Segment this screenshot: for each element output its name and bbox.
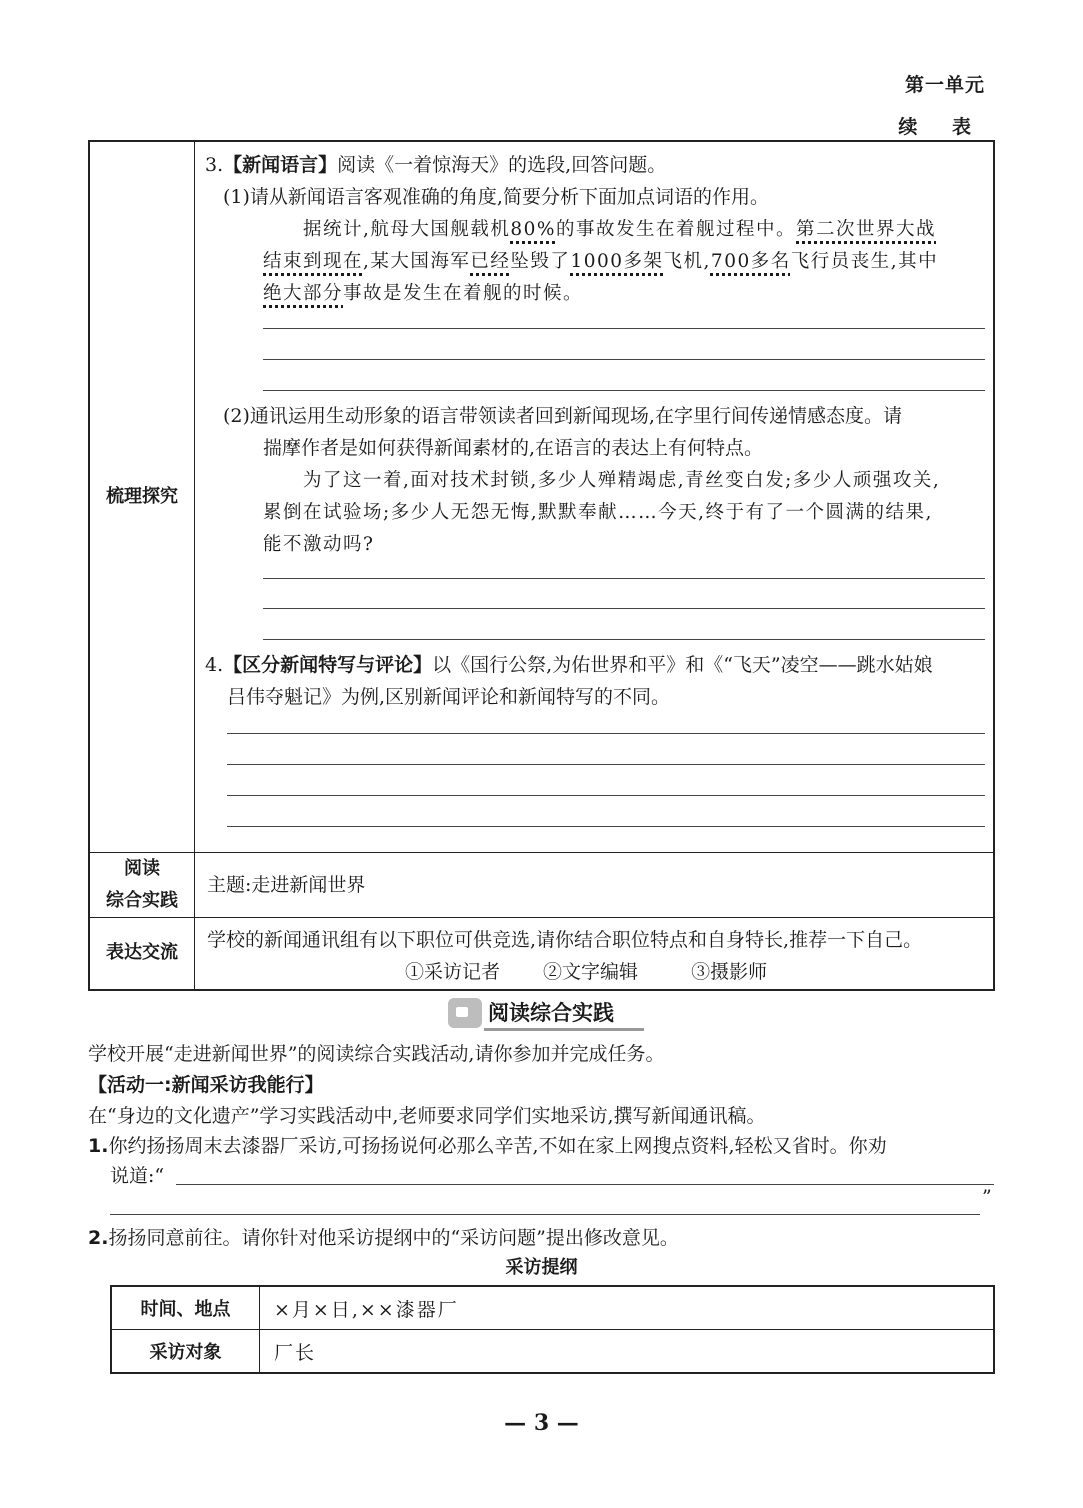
answer-line[interactable] <box>227 826 985 827</box>
answer-line[interactable] <box>227 795 985 796</box>
outline-label: 采访对象 <box>111 1330 260 1374</box>
answer-line[interactable] <box>263 359 985 360</box>
answer-line[interactable] <box>263 328 985 329</box>
answer-line[interactable] <box>263 390 985 391</box>
continued-label: 续 表 <box>898 116 985 138</box>
study-table <box>88 140 995 991</box>
position-photographer[interactable]: ③摄影师 <box>691 961 768 983</box>
position-reporter[interactable]: ①采访记者 <box>405 961 501 983</box>
q2-line: 2.扬扬同意前往。请你针对他采访提纲中的“采访问题”提出修改意见。 <box>88 1227 679 1249</box>
q3-passage1-line1: 据统计,航母大国舰载机80%的事故发生在着舰过程中。第二次世界大战 <box>303 219 937 240</box>
q1-line2: 说道:“ <box>110 1165 165 1187</box>
answer-line[interactable] <box>263 578 985 579</box>
expression-text: 学校的新闻通讯组有以下职位可供竞选,请你结合职位特点和自身特长,推荐一下自己。 <box>207 929 923 951</box>
expression-cell <box>195 918 995 990</box>
activity1-title: 【活动一:新闻采访我能行】 <box>88 1074 324 1096</box>
answer-line[interactable] <box>263 639 985 640</box>
q3-sub2-line1: (2)通讯运用生动形象的语言带领读者回到新闻现场,在字里行间传递情感态度。请 <box>223 405 902 427</box>
q3-passage2-line3: 能不激动吗? <box>263 534 375 555</box>
q3-passage2-line1: 为了这一着,面对技术封锁,多少人殚精竭虑,青丝变白发;多少人顽强攻关, <box>303 470 941 491</box>
answer-line[interactable] <box>176 1184 994 1185</box>
section-title: 阅读综合实践 <box>488 1001 614 1025</box>
theme-text: 主题:走进新闻世界 <box>207 874 366 896</box>
answer-line[interactable] <box>110 1214 980 1215</box>
unit-header: 第一单元 <box>904 74 985 96</box>
q4-stem-line1: 4.【区分新闻特写与评论】以《国行公祭,为佑世界和平》和《“飞天”凌空——跳水姑娘 <box>205 654 933 676</box>
activity1-context: 在“身边的文化遗产”学习实践活动中,老师要求同学们实地采访,撰写新闻通讯稿。 <box>88 1105 766 1127</box>
q3-passage1-line2: 结束到现在,某大国海军已经坠毁了1000多架飞机,700多名飞行员丧生,其中 <box>263 251 939 272</box>
questions-cell <box>195 141 995 853</box>
q3-passage1-line3: 绝大部分事故是发生在着舰的时候。 <box>263 283 584 304</box>
interview-outline-table <box>110 1285 995 1374</box>
q3-stem: 3.【新闻语言】阅读《一着惊海天》的选段,回答问题。 <box>205 154 667 176</box>
outline-value: 厂长 <box>260 1330 995 1374</box>
table-row <box>111 1330 994 1374</box>
image-icon <box>448 998 482 1028</box>
section-heading <box>448 996 644 1030</box>
outline-label: 时间、地点 <box>111 1286 260 1330</box>
outline-value: ×月×日,××漆器厂 <box>260 1286 995 1330</box>
q3-sub1: (1)请从新闻语言客观准确的角度,简要分析下面加点词语的作用。 <box>223 186 769 208</box>
table-row <box>111 1286 994 1330</box>
row-label-expression: 表达交流 <box>89 918 195 990</box>
answer-line[interactable] <box>227 733 985 734</box>
answer-line[interactable] <box>227 764 985 765</box>
q1-close-quote: ” <box>982 1186 992 1208</box>
position-editor[interactable]: ②文字编辑 <box>543 961 639 983</box>
row-label-sort-explore: 梳理探究 <box>89 141 195 853</box>
outline-title: 采访提纲 <box>505 1257 578 1278</box>
row-label-reading-practice: 阅读 综合实践 <box>89 853 195 918</box>
position-options <box>207 956 993 988</box>
page-number: — 3 — <box>504 1410 579 1436</box>
theme-cell <box>195 853 995 918</box>
section-intro: 学校开展“走进新闻世界”的阅读综合实践活动,请你参加并完成任务。 <box>88 1043 665 1065</box>
answer-line[interactable] <box>263 608 985 609</box>
q3-passage2-line2: 累倒在试验场;多少人无怨无悔,默默奉献……今天,终于有了一个圆满的结果, <box>263 502 933 523</box>
q1-line1: 1.你约扬扬周末去漆器厂采访,可扬扬说何必那么辛苦,不如在家上网搜点资料,轻松又省时。你劝 <box>88 1135 887 1157</box>
q4-stem-line2: 吕伟夺魁记》为例,区别新闻评论和新闻特写的不同。 <box>227 686 671 708</box>
q3-sub2-line2: 揣摩作者是如何获得新闻素材的,在语言的表达上有何特点。 <box>263 437 764 459</box>
